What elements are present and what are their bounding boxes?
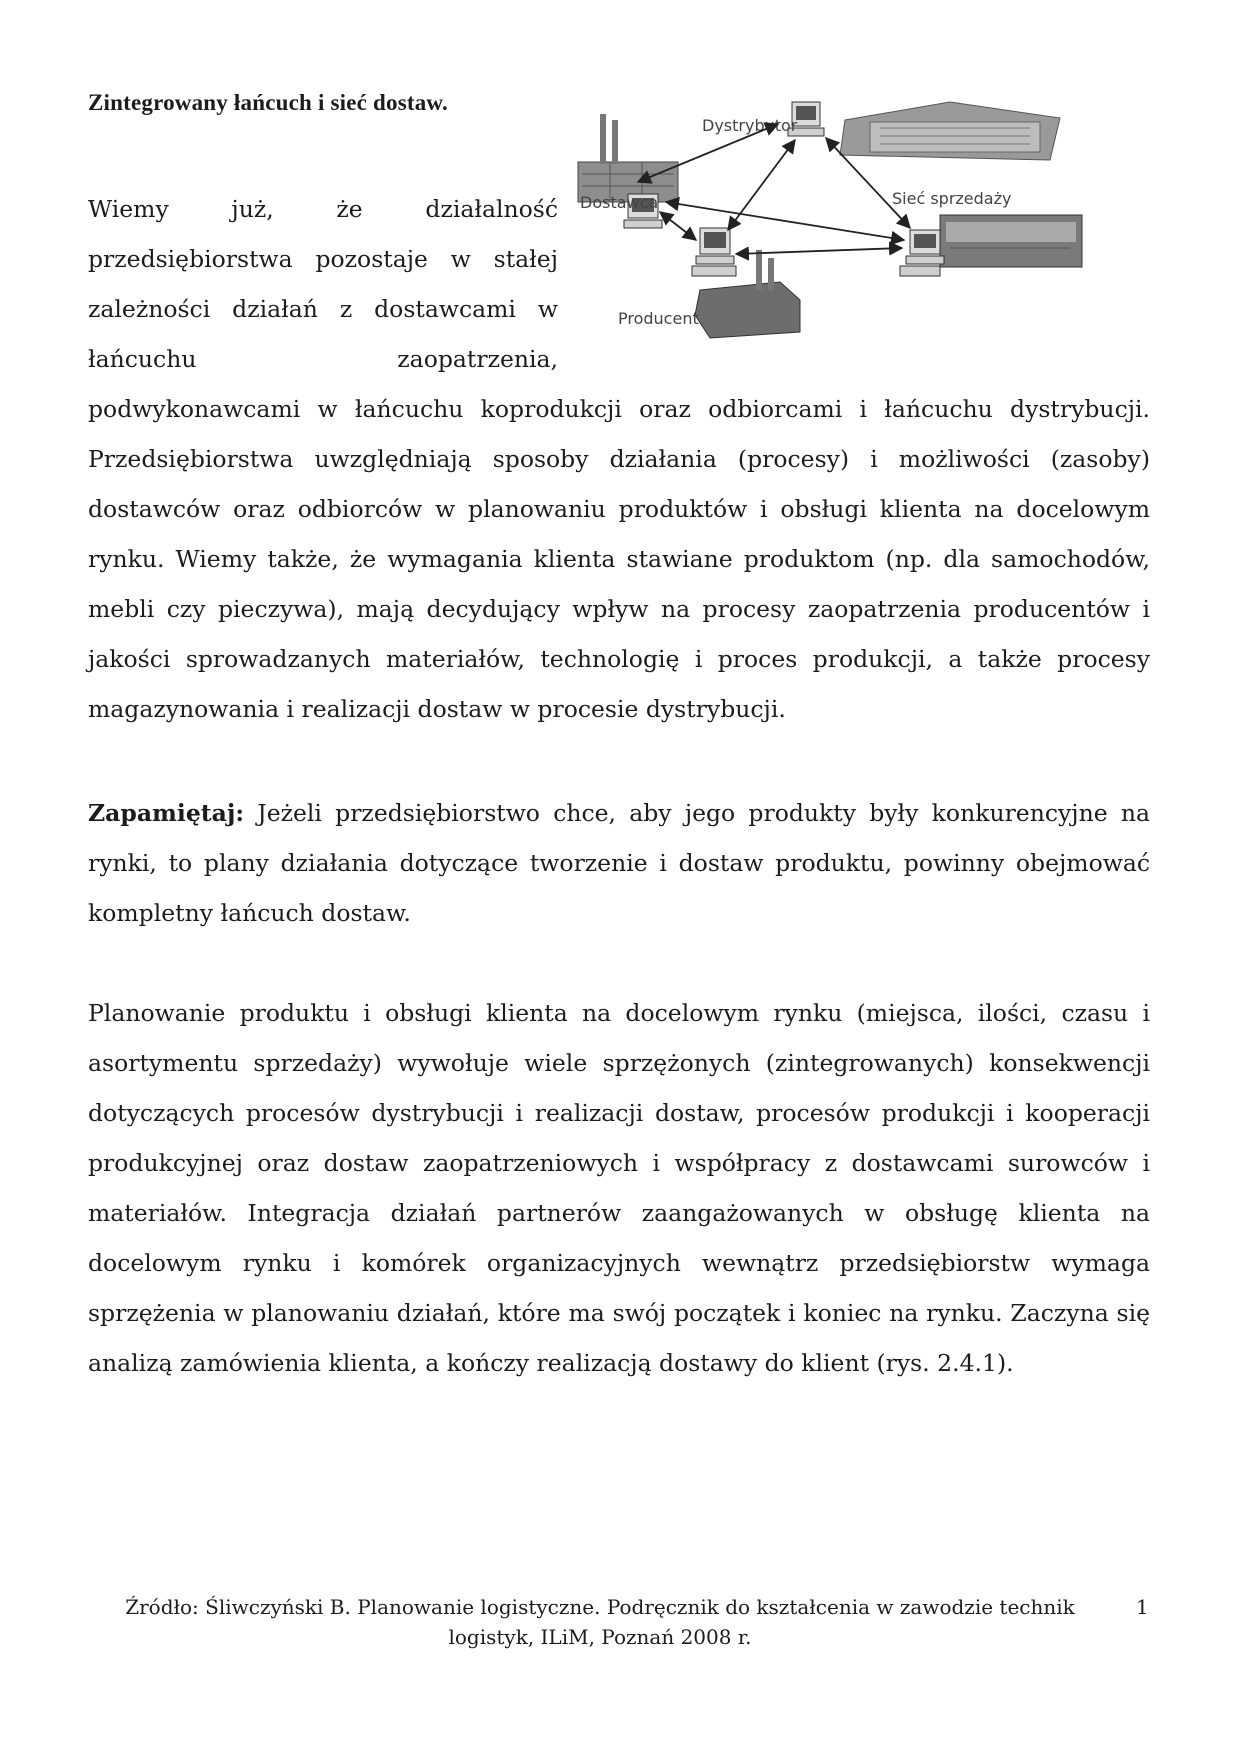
intro-paragraph-wrapped [88, 184, 558, 384]
remember-label: Zapamiętaj: [88, 799, 245, 827]
planning-paragraph: Planowanie produktu i obsługi klienta na docelowym rynku (miejsca, ilości, czasu i asortymentu sprzedaży) wywołuje wiele sprzężonych (zintegrowanych) konsekwencji dotyczących procesów dystrybucji i realizacji dostaw, procesów produkcji i kooperacji produkcyjnej oraz dostaw zaopatrzeniowych i współpracy z dostawcami surowców i materiałów. Integracja działań partnerów zaangażowanych w obsługę klienta na docelowym rynku i komórek organizacyjnych wewnątrz przedsiębiorstw wymaga sprzężenia w planowaniu działań, które ma swój początek i koniec na rynku. Zaczyna się analizą zamówienia klienta, a kończy realizacją dostawy do klient (rys. 2.4.1). [88, 999, 1150, 1377]
page-number: 1 [1136, 1595, 1149, 1619]
remember-paragraph [88, 788, 1150, 938]
sales-network-computer-icon [900, 230, 944, 276]
distributor-building-icon [840, 102, 1060, 160]
supply-network-diagram [570, 100, 1130, 370]
intro-line: łańcuchu zaopatrzenia, [88, 345, 558, 373]
sales-network-label: Sieć sprzedaży [892, 189, 1012, 208]
source-footnote: Źródło: Śliwczyński B. Planowanie logistyczne. Podręcznik do kształcenia w zawodzie technik logistyk, ILiM, Poznań 2008 r. [125, 1595, 1075, 1649]
intro-line: Wiemy już, że działalność [88, 195, 558, 223]
distributor-label: Dystrybutor [702, 116, 798, 135]
intro-paragraph-continued: podwykonawcami w łańcuchu koprodukcji oraz odbiorcami i łańcuchu dystrybucji. Przedsiębiorstwa uwzględniają sposoby działania (procesy) i możliwości (zasoby) dostawców oraz odbiorców w planowaniu produktów i obsługi klienta na docelowym rynku. Wiemy także, że wymagania klienta stawiane produktom (np. dla samochodów, mebli czy pieczywa), mają decydujący wpływ na procesy zaopatrzenia producentów i jakości sprowadzanych materiałów, technologię i proces produkcji, a także procesy magazynowania i realizacji dostaw w procesie dystrybucji. [88, 395, 1150, 723]
producer-label: Producent [618, 309, 699, 328]
producer-computer-icon [692, 228, 736, 276]
supplier-factory-icon [578, 114, 678, 202]
remember-text: Jeżeli przedsiębiorstwo chce, aby jego produkty były konkurencyjne na rynki, to plany działania dotyczące tworzenie i dostaw produktu, powinny obejmować kompletny łańcuch dostaw. [88, 799, 1150, 927]
sales-network-store-icon [940, 215, 1082, 267]
document-title: Zintegrowany łańcuch i sieć dostaw. [88, 90, 448, 115]
arrow-supplier-producer [660, 212, 696, 240]
intro-line: zależności działań z dostawcami w [88, 295, 558, 323]
intro-line: przedsiębiorstwa pozostaje w stałej [88, 245, 558, 273]
supplier-label: Dostawca [580, 193, 659, 212]
